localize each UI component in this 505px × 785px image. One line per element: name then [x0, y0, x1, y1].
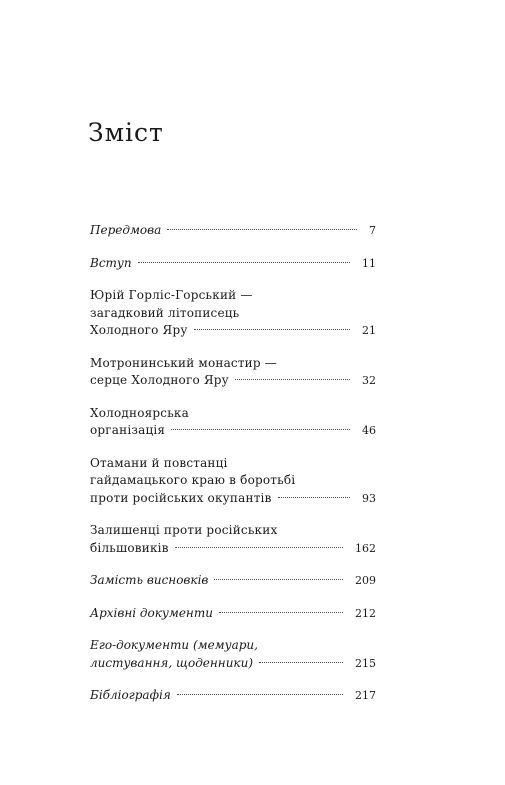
toc-page-number: 162 [355, 541, 376, 555]
toc-page-number: 21 [362, 324, 376, 337]
toc-entry[interactable] [90, 522, 376, 557]
toc-page-number: 93 [362, 491, 376, 505]
toc-entry-line [90, 255, 376, 273]
toc-page-number: 7 [369, 224, 376, 237]
toc-page-number: 217 [355, 689, 376, 702]
dot-leader [175, 547, 343, 548]
dot-leader [259, 662, 343, 663]
toc-entry-title: Юрій Горліс-Горський — [90, 288, 253, 302]
toc-page-number: 212 [355, 606, 376, 620]
toc-entry-line [90, 605, 376, 623]
toc-entry-title: загадковий літописець [90, 305, 240, 320]
toc-entry-title: більшовиків [90, 540, 169, 555]
toc-page-number: 46 [362, 424, 376, 437]
toc-entry-line [90, 322, 376, 340]
toc-entry-title: Мотронинський монастир — [90, 355, 277, 370]
toc-entry-title: Залишенці проти російських [90, 523, 278, 537]
toc-entry-title: Холодноярська [90, 405, 189, 420]
dot-leader [278, 497, 350, 498]
toc-entry[interactable] [90, 572, 376, 590]
toc-entry-line [90, 490, 376, 508]
toc-entry-title: Архівні документи [90, 605, 213, 620]
toc-entry-title: серце Холодного Яру [90, 373, 229, 387]
toc-entry-title: Холодного Яру [90, 323, 188, 337]
dot-leader [167, 229, 357, 230]
toc-entry[interactable] [90, 355, 376, 390]
toc-entry-line [90, 655, 376, 673]
toc-page-number: 11 [362, 256, 376, 270]
dot-leader [177, 694, 343, 695]
toc-entry-title: гайдамацького краю в боротьбі [90, 473, 296, 487]
toc-entry[interactable] [90, 287, 376, 340]
toc-entry-title: організація [90, 423, 166, 437]
toc-entry[interactable] [90, 455, 376, 508]
toc-entry-line [90, 572, 376, 590]
toc-entry-title: Вступ [90, 255, 132, 270]
dot-leader [219, 612, 343, 613]
toc-entry[interactable] [90, 687, 376, 705]
toc-entry-line [90, 687, 376, 705]
toc-entry-line [90, 222, 376, 240]
dot-leader [194, 329, 350, 330]
dot-leader [138, 262, 350, 263]
toc-entry-title: проти російських окупантів [90, 490, 272, 505]
dot-leader [214, 579, 343, 580]
toc-entry-title: Бібліографія [90, 688, 171, 702]
toc-entry-title: листування, щоденники) [90, 655, 254, 670]
toc-entry-line [90, 540, 376, 558]
toc-entry-title: Замість висновків [90, 573, 209, 587]
toc-entry-line [90, 422, 376, 440]
toc-page-number: 215 [355, 656, 376, 670]
dot-leader [171, 429, 350, 430]
toc-entry[interactable] [90, 405, 376, 440]
toc-entry[interactable] [90, 637, 376, 672]
toc-page-number: 209 [355, 574, 376, 587]
dot-leader [235, 379, 350, 380]
toc-entry-title: Отамани й повстанці [90, 455, 228, 470]
toc-page-number: 32 [362, 374, 376, 387]
table-of-contents [90, 222, 376, 720]
toc-entry-title: Передмова [90, 223, 162, 237]
toc-entry-title: Его-документи (мемуари, [90, 638, 258, 652]
toc-entry[interactable] [90, 605, 376, 623]
page-title: Зміст [88, 118, 164, 147]
toc-entry[interactable] [90, 255, 376, 273]
toc-entry-line [90, 372, 376, 390]
toc-entry[interactable] [90, 222, 376, 240]
